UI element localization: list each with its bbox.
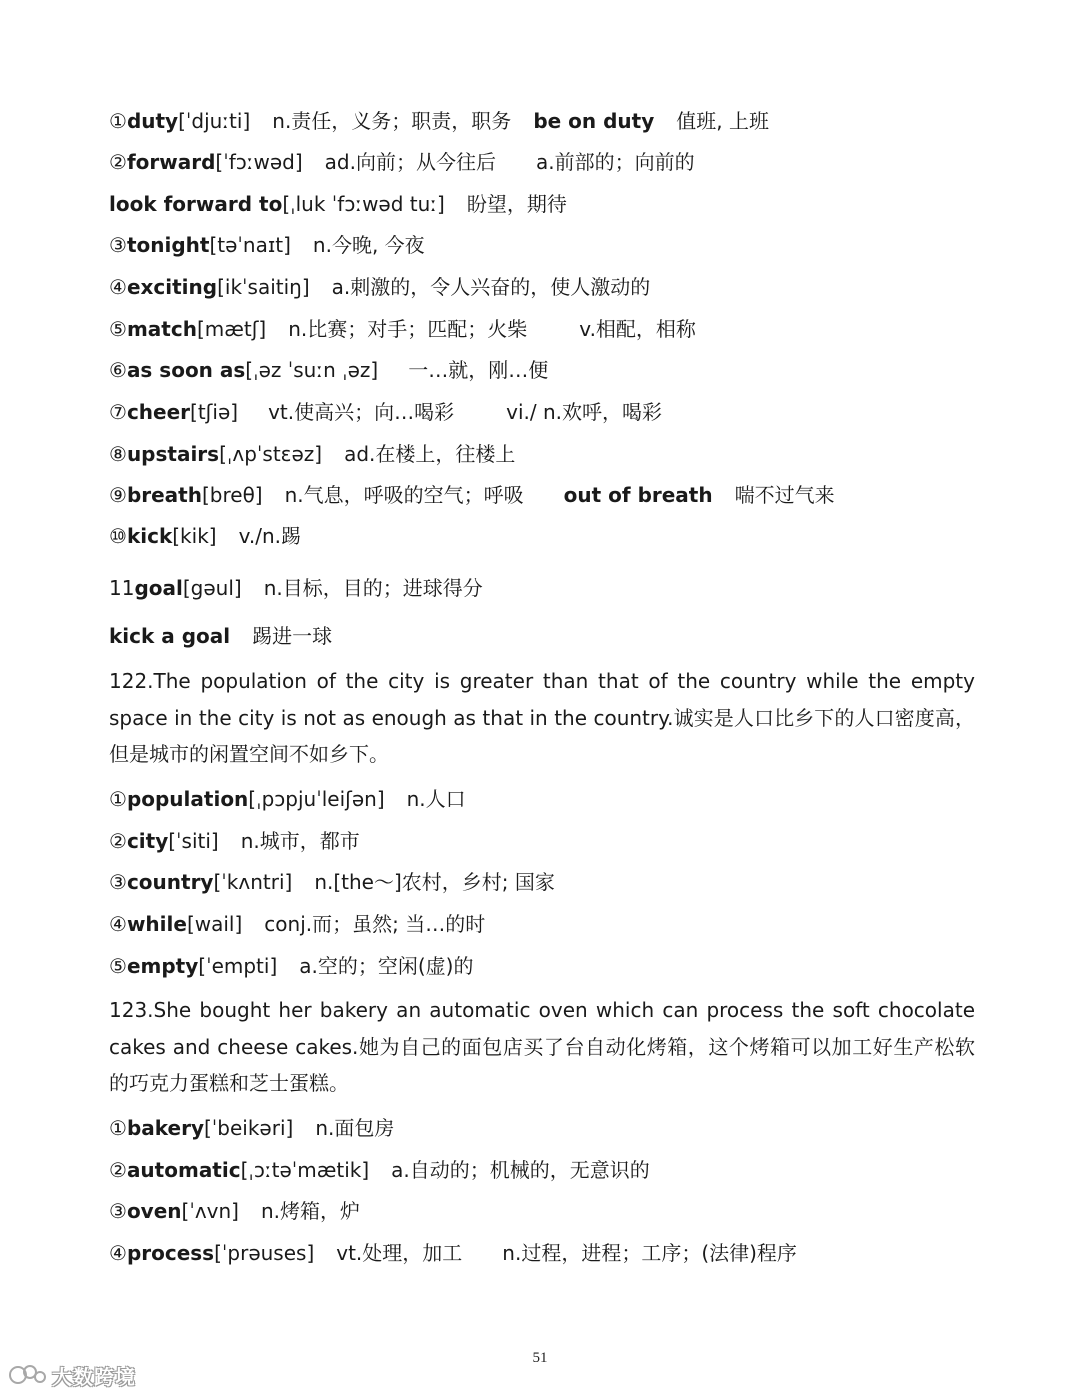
entry-word: bakery	[126, 1116, 204, 1140]
entry-number: ⑨	[109, 483, 127, 507]
entry-phrase: out of breath	[563, 483, 713, 507]
entry-word: as soon as	[126, 358, 246, 382]
vocab-entry-look-forward-to	[109, 190, 980, 218]
entry-meaning: conj.而；虽然; 当…的时	[264, 912, 486, 936]
entry-phonetic: [ˌɔːtəˈmætik]	[240, 1158, 370, 1182]
vocab-entry-tonight	[109, 231, 980, 259]
vocab-entry-bakery	[109, 1114, 980, 1142]
sentence-123: 123.She bought her bakery an automatic oven which can process the soft chocolate cakes and cheese cakes.她为自己的面包店买了台自动化烤箱，这个烤箱可以加工好生产松软的巧克力蛋糕和芝士蛋糕。	[109, 998, 975, 1095]
entry-word: upstairs	[126, 442, 220, 466]
vocab-entry-kick-a-goal	[109, 622, 980, 650]
entry-meaning: a.自动的；机械的，无意识的	[391, 1158, 650, 1182]
entry-extra-meaning: n.过程，进程；工序；(法律)程序	[502, 1241, 797, 1265]
entry-meaning: a.空的；空闲(虚)的	[299, 954, 474, 978]
entry-extra-meaning: vi./ n.欢呼，喝彩	[506, 400, 662, 424]
vocab-entry-as-soon-as	[109, 356, 980, 384]
entry-number: ②	[109, 1158, 127, 1182]
entry-number: ③	[109, 1199, 127, 1223]
entry-meaning: 一…就，刚…便	[408, 358, 549, 382]
entry-phonetic: [ˌəz ˈsuːn ˌəz]	[245, 358, 379, 382]
entry-number: ⑤	[109, 317, 127, 341]
entry-number: ⑤	[109, 954, 127, 978]
entry-word: exciting	[126, 275, 218, 299]
entry-phonetic: [ˈdjuːti]	[178, 109, 251, 133]
entry-phonetic: [gəul]	[182, 576, 242, 600]
entry-meaning: n.烤箱，炉	[260, 1199, 361, 1223]
entry-meaning: n.责任，义务；职责，职务	[272, 109, 512, 133]
entry-meaning: n.[the～]农村，乡村; 国家	[314, 870, 555, 894]
entry-meaning: vt.使高兴；向…喝彩	[268, 400, 455, 424]
entry-phonetic: [breθ]	[201, 483, 263, 507]
entry-number: ④	[109, 1241, 127, 1265]
vocab-entry-automatic	[109, 1156, 980, 1184]
entry-phonetic: [ˈfɔːwəd]	[215, 150, 303, 174]
entry-word: match	[126, 317, 197, 341]
entry-number: ⑧	[109, 442, 127, 466]
entry-number: ⑩	[109, 524, 127, 548]
entry-phonetic: [tʃiə]	[190, 400, 239, 424]
entry-number: ⑦	[109, 400, 127, 424]
entry-phonetic: [ˌluk ˈfɔːwəd tuː]	[282, 192, 445, 216]
entry-meaning: a.刺激的，令人兴奋的，使人激动的	[331, 275, 651, 299]
entry-meaning: n.面包房	[315, 1116, 395, 1140]
entry-meaning: n.气息，呼吸的空气；呼吸	[284, 483, 524, 507]
entry-word: breath	[126, 483, 202, 507]
vocab-entry-exciting	[109, 273, 980, 301]
entry-phonetic: [ˈempti]	[198, 954, 278, 978]
entry-word: tonight	[126, 233, 210, 257]
entry-phonetic: [ˈsiti]	[168, 829, 219, 853]
entry-phonetic: [kik]	[172, 524, 217, 548]
entry-word: kick	[126, 524, 173, 548]
entry-phonetic: [ikˈsaitiŋ]	[217, 275, 310, 299]
watermark-logo-icon	[8, 1362, 48, 1388]
vocab-entry-city	[109, 827, 980, 855]
entry-meaning: 踢进一球	[252, 624, 333, 648]
entry-meaning: ad.在楼上，往楼上	[344, 442, 516, 466]
entry-meaning: n.目标，目的；进球得分	[263, 576, 483, 600]
page-number: 51	[532, 1350, 548, 1366]
entry-word: look forward to	[109, 192, 283, 216]
entry-meaning: 盼望，期待	[466, 192, 567, 216]
vocab-entry-process	[109, 1239, 980, 1267]
entry-word: while	[126, 912, 187, 936]
sentence-122: 122.The population of the city is greater than that of the country while the empty space in the city is not as enough as that in the country.诚实是人口比乡下的人口密度高，但是城市的闲置空间不如乡下。	[109, 669, 975, 766]
entry-phonetic: [ˌpɔpjuˈleiʃən]	[248, 787, 385, 811]
vocab-entry-country	[109, 868, 980, 896]
vocab-entry-population	[109, 785, 980, 813]
entry-number: ③	[109, 233, 127, 257]
entry-phrase-meaning: 喘不过气来	[734, 483, 835, 507]
entry-word: cheer	[126, 400, 191, 424]
vocab-entry-empty	[109, 952, 980, 980]
entry-phonetic: [ˈbeikəri]	[203, 1116, 294, 1140]
entry-word: duty	[126, 109, 179, 133]
entry-meaning: n.比赛；对手；匹配；火柴	[288, 317, 528, 341]
entry-phonetic: [ˈkʌntri]	[213, 870, 293, 894]
vocab-entry-while	[109, 910, 980, 938]
entry-number: ④	[109, 275, 127, 299]
vocab-entry-goal	[109, 574, 980, 602]
entry-number: ①	[109, 787, 127, 811]
entry-phonetic: [wail]	[186, 912, 243, 936]
entry-word: population	[126, 787, 249, 811]
vocab-entry-match	[109, 315, 980, 343]
entry-number: ②	[109, 150, 127, 174]
entry-word: empty	[126, 954, 199, 978]
vocab-entry-cheer	[109, 398, 980, 426]
entry-phonetic: [təˈnaɪt]	[209, 233, 291, 257]
entry-word: country	[126, 870, 214, 894]
entry-word: city	[126, 829, 169, 853]
entry-extra-meaning: v.相配，相称	[579, 317, 696, 341]
vocab-entry-breath	[109, 481, 980, 509]
entry-meaning: vt.处理，加工	[336, 1241, 463, 1265]
entry-word: forward	[126, 150, 216, 174]
entry-number: ⑥	[109, 358, 127, 382]
entry-meaning: n.人口	[406, 787, 466, 811]
entry-phrase: be on duty	[533, 109, 655, 133]
entry-word: process	[126, 1241, 215, 1265]
entry-phrase-meaning: 值班, 上班	[676, 109, 769, 133]
entry-word: kick a goal	[109, 624, 231, 648]
entry-word: oven	[126, 1199, 182, 1223]
entry-number: ①	[109, 109, 127, 133]
vocab-entry-duty	[109, 107, 980, 135]
entry-meaning: n.今晚, 今夜	[312, 233, 425, 257]
entry-number: ①	[109, 1116, 127, 1140]
vocab-entry-upstairs	[109, 440, 980, 468]
vocab-entry-forward	[109, 148, 980, 176]
entry-word: automatic	[126, 1158, 241, 1182]
vocab-entry-oven	[109, 1197, 980, 1225]
entry-number: ③	[109, 870, 127, 894]
entry-phonetic: [ˈprəuses]	[214, 1241, 315, 1265]
watermark	[8, 1360, 136, 1390]
entry-extra-meaning: a.前部的；向前的	[535, 150, 695, 174]
vocab-entry-kick	[109, 522, 980, 550]
entry-number: ②	[109, 829, 127, 853]
entry-number: 11	[109, 576, 135, 600]
entry-word: goal	[134, 576, 183, 600]
entry-phonetic: [mætʃ]	[196, 317, 267, 341]
watermark-text: 大数跨境	[52, 1364, 136, 1389]
entry-phonetic: [ˈʌvn]	[181, 1199, 239, 1223]
entry-meaning: n.城市，都市	[240, 829, 360, 853]
entry-meaning: ad.向前；从今往后	[324, 150, 496, 174]
entry-meaning: v./n.踢	[238, 524, 301, 548]
entry-phonetic: [ˌʌpˈstɛəz]	[219, 442, 323, 466]
entry-number: ④	[109, 912, 127, 936]
